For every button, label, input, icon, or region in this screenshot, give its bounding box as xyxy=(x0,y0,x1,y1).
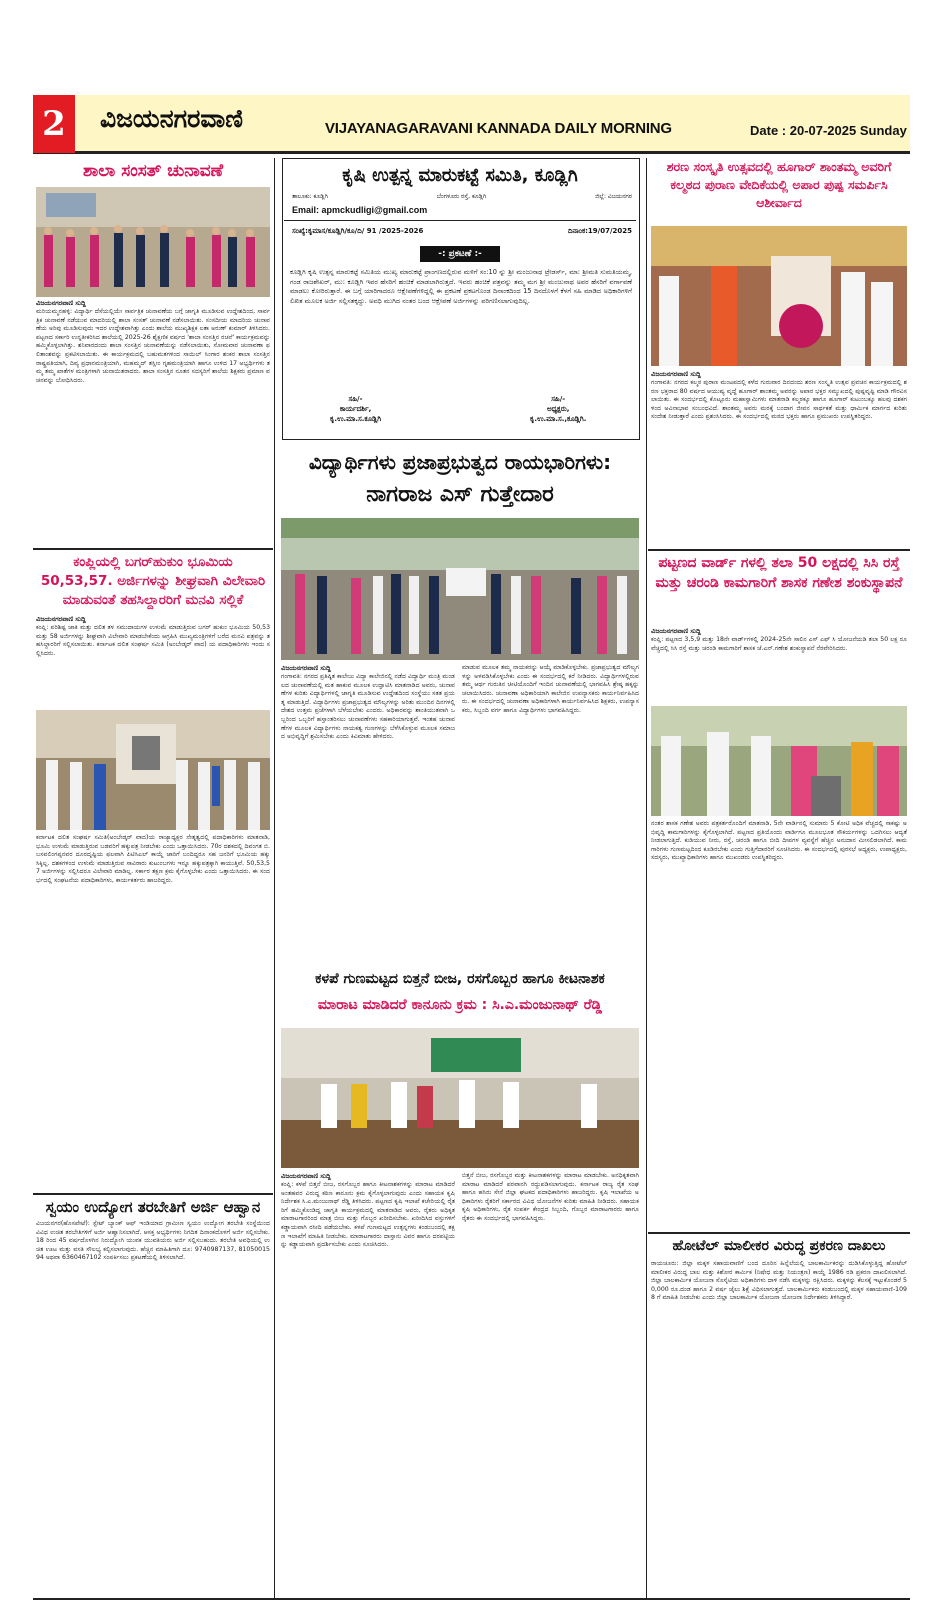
divider xyxy=(648,549,910,551)
headline-nagaraja: ನಾಗರಾಜ ಎಸ್ ಗುತ್ತೇದಾರ xyxy=(366,482,554,507)
issue-date: Date : 20-07-2025 Sunday xyxy=(750,123,907,138)
newspaper-title-kannada: ವಿಜಯನಗರವಾಣಿ xyxy=(100,104,243,133)
photo-agri-meeting xyxy=(281,1028,639,1168)
notice-address-row xyxy=(292,193,632,201)
story-body: ಬಿತ್ತನೆ ಬೀಜ, ರಸಗೊಬ್ಬರ ಮತ್ತು ಕೀಟನಾಶಕಗಳನ್ನು ಮಾರಾಟ ಮಾಡಬೇಕು. ಅನಧಿಕೃತವಾಗಿ ಮಾರಾಟ ಮಾಡಿದರೆ ಪರವಾನಗಿ ರದ್ದುಪಡಿಸಲಾಗುವುದು. ಕರ್ನಾಟಕ ರಾಜ್ಯ ರೈತ ಸಂಘ ಹಾಗೂ ಹಸಿರು ಸೇನೆ ಜಿಲ್ಲಾ ಘಟಕದ ಪದಾಧಿಕಾರಿಗಳು ಹಾಜರಿದ್ದರು. ಕೃಷಿ ಇಲಾಖೆಯ ಅಧಿಕಾರಿಗಳು ರೈತರಿಗೆ ಸರ್ಕಾರದ ವಿವಿಧ ಯೋಜನೆಗಳ ಕುರಿತು ಮಾಹಿತಿ ನೀಡಿದರು. ಸಹಾಯಕ ಕೃಷಿ ಅಧಿಕಾರಿಗಳು, ರೈತ ಸಂಪರ್ಕ ಕೇಂದ್ರದ ಸಿಬ್ಬಂದಿ, ಗೊಬ್ಬರ ಮಾರಾಟಗಾರರು ಹಾಗೂ ರೈತರು ಈ ಸಂದರ್ಭದಲ್ಲಿ ಭಾಗವಹಿಸಿದ್ದರು. xyxy=(462,1172,639,1222)
story-body: ಗಂಗಾವತಿ: ನಗರದ ಪ್ರತಿಷ್ಠಿತ ಕಾಲೇಜು ವಿದ್ಯಾ ಕಾಲೇಜಿನಲ್ಲಿ ನಡೆದ ವಿದ್ಯಾರ್ಥಿ ಮಂತ್ರಿ ಮಂಡಲದ ಚುನಾವಣೆಯಲ್ಲಿ ಮತ ಹಾಕುವ ಮೂಲಕ ಉದ್ಘಾಟಿಸಿ ಮಾತನಾಡಿದ ಅವರು, ಚುನಾವಣೆಗಳ ಕುರಿತು ವಿದ್ಯಾರ್ಥಿಗಳಲ್ಲಿ ಜಾಗೃತಿ ಮೂಡಿಸುವ ಉದ್ದೇಶದಿಂದ ಸಂಸ್ಥೆಯು ಸತತ ಪ್ರಯತ್ನ ಮಾಡುತ್ತಿದೆ. ವಿದ್ಯಾರ್ಥಿಗಳು ಪ್ರಜಾಪ್ರಭುತ್ವದ ಮೌಲ್ಯಗಳನ್ನು ಅರಿತು ಮುಂದಿನ ದಿನಗಳಲ್ಲಿ ದೇಶದ ಉತ್ತಮ ಪ್ರಜೆಗಳಾಗಿ ಬೆಳೆಯಬೇಕು ಎಂದರು. ಅಧಿಕಾರವನ್ನು ಶಾಂತಿಯುತವಾಗಿ ಒಬ್ಬರಿಂದ ಒಬ್ಬರಿಗೆ ಹಸ್ತಾಂತರಿಸಲು ಚುನಾವಣೆಗಳು ಸಹಕಾರಿಯಾಗುತ್ತವೆ. ಇಂತಹ ಚುನಾವಣೆಗಳ ಮೂಲಕ ವಿದ್ಯಾರ್ಥಿಗಳು ನಾಯಕತ್ವ ಗುಣಗಳನ್ನು ಬೆಳೆಸಿಕೊಳ್ಳುವ ಮೂಲಕ ಸಮಾಜದ ಅಭಿವೃದ್ಧಿಗೆ ಶ್ರಮಿಸಬೇಕು ಎಂದು ಕಿವಿಮಾತು ಹೇಳಿದರು. xyxy=(281,673,455,741)
story-body: ಮಾಡುವ ಮೂಲಕ ತಮ್ಮ ನಾಯಕರನ್ನು ಆಯ್ಕೆ ಮಾಡಿಕೊಳ್ಳಬೇಕು. ಪ್ರಜಾಪ್ರಭುತ್ವದ ಮೌಲ್ಯಗಳನ್ನು ಅಳವಡಿಸಿಕೊಳ್ಳಬೇಕು ಎಂದು ಈ ಸಂದರ್ಭದಲ್ಲಿ ಕರೆ ನೀಡಿದರು. ವಿದ್ಯಾರ್ಥಿಗಳಲ್ಲಿರುವ ತಮ್ಮ ಆರ್ಥ ಗುರುತಿನ ಚೀಟಿಯೊಂದಿಗೆ ಇಂದಿನ ಚುನಾವಣೆಯಲ್ಲಿ ಭಾಗವಹಿಸಿ ಶ್ರೇಷ್ಠ ಹಕ್ಕನ್ನು ಚಲಾಯಿಸಿದರು. ಚುನಾವಣಾ ಅಧಿಕಾರಿಯಾಗಿ ಕಾಲೇಜಿನ ಉಪನ್ಯಾಸಕರು ಕಾರ್ಯನಿರ್ವಹಿಸಿದರು. ಈ ಸಂದರ್ಭದಲ್ಲಿ ಚುನಾವಣಾ ಅಧಿಕಾರಿಗಳಾಗಿ ಕಾರ್ಯನಿರ್ವಹಿಸಿದ ಶಿಕ್ಷಕರು, ಉಪನ್ಯಾಸಕರು, ಸಿಬ್ಬಂದಿ ವರ್ಗ ಹಾಗೂ ವಿದ್ಯಾರ್ಥಿಗಳು ಭಾಗವಹಿಸಿದ್ದರು. xyxy=(462,664,639,714)
notice-taluk: ತಾಲೂಕು: ಕೂಡ್ಲಿಗಿ xyxy=(292,193,328,200)
photo-memorandum xyxy=(36,710,270,830)
divider xyxy=(648,1232,910,1234)
bottom-rule xyxy=(33,1598,910,1600)
story-body: ಕರ್ನಾಟಕ ದಲಿತ ಸಂಘರ್ಷ ಸಮಿತಿ(ಅಂಬೇಡ್ಕರ್ ವಾದ)ಯ ರಾಜ್ಯಾಧ್ಯಕ್ಷರ ನೇತೃತ್ವದಲ್ಲಿ ಪದಾಧಿಕಾರಿಗಳು ಮಾತನಾಡಿ, ಭೂಮಿ ಉಳುಮೆ ಮಾಡುತ್ತಿರುವ ಬಡವರಿಗೆ ಹಕ್ಕುಪತ್ರ ನೀಡಬೇಕು ಎಂದು ಒತ್ತಾಯಿಸಿದರು. 70ರ ದಶಕದಲ್ಲಿ ದಿವಂಗತ ಬಿ.ಬಸವಲಿಂಗಪ್ಪನವರ ದೂರದೃಷ್ಟಿಯ ಫಲವಾಗಿ ಪಿಟಿಸಿಎಲ್ ಕಾಯ್ದೆ ಜಾರಿಗೆ ಬಂದಿದ್ದರೂ ಸಹ ಜನರಿಗೆ ಭೂಮಿಯ ಹಕ್ಕು ಸಿಕ್ಕಿಲ್ಲ. ದಶಕಗಳಿಂದ ಉಳುಮೆ ಮಾಡುತ್ತಿರುವ ಸಾವಿರಾರು ಕುಟುಂಬಗಳು ಇನ್ನೂ ಹಕ್ಕುಪತ್ರಕ್ಕಾಗಿ ಕಾಯುತ್ತಿವೆ. 50,53,57 ಅರ್ಜಿಗಳನ್ನು ಸಲ್ಲಿಸಿದರೂ ವಿಲೇವಾರಿ ಮಾಡಿಲ್ಲ. ಸರ್ಕಾರ ತಕ್ಷಣ ಕ್ರಮ ಕೈಗೊಳ್ಳಬೇಕು ಎಂದು ಒತ್ತಾಯಿಸಿದರು. ಈ ಸಂದರ್ಭದಲ್ಲಿ ಸಂಘಟನೆಯ ಪದಾಧಿಕಾರಿಗಳು, ಕಾರ್ಯಕರ್ತರು ಹಾಜರಿದ್ದರು. xyxy=(36,834,270,884)
story-body: ರಾಯಚೂರು: ಜಿಲ್ಲಾ ಮಕ್ಕಳ ಸಹಾಯವಾಣಿಗೆ ಬಂದ ದೂರಿನ ಹಿನ್ನೆಲೆಯಲ್ಲಿ ಬಾಲಕಾರ್ಮಿಕರನ್ನು ದುಡಿಸಿಕೊಳ್ಳುತ್ತಿದ್ದ ಹೋಟೆಲ್ ಮಾಲೀಕರ ವಿರುದ್ಧ ಬಾಲ ಮತ್ತು ಕಿಶೋರ ಕಾರ್ಮಿಕ (ನಿಷೇಧ ಮತ್ತು ನಿಯಂತ್ರಣ) ಕಾಯ್ದೆ 1986 ರಡಿ ಪ್ರಕರಣ ದಾಖಲಿಸಲಾಗಿದೆ. ಜಿಲ್ಲಾ ಬಾಲಕಾರ್ಮಿಕ ಯೋಜನಾ ಸೊಸೈಟಿಯ ಅಧಿಕಾರಿಗಳು ದಾಳಿ ನಡೆಸಿ ಮಕ್ಕಳನ್ನು ರಕ್ಷಿಸಿದರು. ಮಕ್ಕಳನ್ನು ಕೆಲಸಕ್ಕೆ ಇಟ್ಟುಕೊಂಡರೆ 50,000 ರೂ.ದಂಡ ಹಾಗೂ 2 ವರ್ಷ ಜೈಲು ಶಿಕ್ಷೆ ವಿಧಿಸಲಾಗುತ್ತದೆ. ಬಾಲಕಾರ್ಮಿಕರು ಕಂಡುಬಂದಲ್ಲಿ ಮಕ್ಕಳ ಸಹಾಯವಾಣಿ-1098 ಗೆ ಮಾಹಿತಿ ನೀಡಬೇಕು ಎಂದು ಜಿಲ್ಲಾ ಬಾಲಕಾರ್ಮಿಕ ಯೋಜನಾ ಯೋಜನಾ ನಿರ್ದೇಶಕರು ತಿಳಿಸಿದ್ದಾರೆ. xyxy=(651,1260,907,1302)
byline: ವಿಜಯನಗರವಾಣಿ ಸುದ್ದಿ xyxy=(36,615,86,623)
story-body: ಗಂಗಾವತಿ: ನಗರದ ಕಲ್ಮಠ ಪುರಾಣ ಮಂಟಪದಲ್ಲಿ ಕಳೆದ ಗುರುವಾರ ದಿನದಂದು ಶರಣ ಸಂಸ್ಕೃತಿ ಉತ್ಸವ ಪ್ರವಚನ ಕಾರ್ಯಕ್ರಮದಲ್ಲಿ ಶರಣ ಭಕ್ತರಾದ 80 ವರ್ಷದ ಆಯುಷ್ಯ ವೃದ್ಧೆ ಹೂಗಾರ್ ಶಾಂತಮ್ಮ ಅವರನ್ನು ಅಪಾರ ಭಕ್ತರ ಸಮ್ಮುಖದಲ್ಲಿ ಪುಷ್ಪವೃಷ್ಟಿ ಮಾಡಿ ಗೌರವಿಸಲಾಯಿತು. ಈ ಸಂದರ್ಭದಲ್ಲಿ ಕೊಟ್ಟೂರು ಮಹಾಸ್ವಾಮಿಗಳು ಮಾತನಾಡಿ ಕಲ್ಮಠಕ್ಕೂ ಹಾಗೂ ಹೂಗಾರ್ ಕುಟುಂಬಕ್ಕೂ ಹಲವು ದಶಕಗಳಿಂದ ಅವಿನಾಭಾವ ಸಂಬಂಧವಿದೆ. ಶಾಂತಮ್ಮ ಅವರು ಮಠಕ್ಕೆ ಬಂದಾಗ ಜೀವನ ಸಾರ್ಥಕತೆ ಮತ್ತು ಧಾರ್ಮಿಕ ಮಾರ್ಗದ ಕುರಿತು ಸಂದೇಶ ನೀಡುತ್ತಾರೆ ಎಂದು ಪ್ರಶಂಸಿಸಿದರು. ಈ ಸಂದರ್ಭದಲ್ಲಿ ಮಠದ ಭಕ್ತರು ಹಾಗೂ ಪ್ರಮುಖರು ಉಪಸ್ಥಿತರಿದ್ದರು. xyxy=(651,379,907,421)
headline-students-democracy: ವಿದ್ಯಾರ್ಥಿಗಳು ಪ್ರಜಾಪ್ರಭುತ್ವದ ರಾಯಭಾರಿಗಳು: xyxy=(308,450,612,474)
byline: ವಿಜಯನಗರವಾಣಿ ಸುದ್ದಿ xyxy=(651,370,701,378)
byline: ವಿಜಯನಗರವಾಣಿ ಸುದ್ದಿ xyxy=(651,627,701,635)
photo-felicitation xyxy=(651,226,907,366)
headline-cc-road: ಪಟ್ಟಣದ ವಾರ್ಡ್ ಗಳಲ್ಲಿ ತಲಾ 50 ಲಕ್ಷದಲ್ಲಿ ಸಿಸಿ ರಸ್ತೆ ಮತ್ತು ಚರಂಡಿ ಕಾಮಗಾರಿಗೆ ಶಾಸಕ ಗಣೇಶ ಶಂಕುಸ್ಥಾಪನೆ xyxy=(655,555,903,591)
byline: ವಿಜಯನಗರವಾಣಿ ಸುದ್ದಿ xyxy=(281,1172,331,1180)
story-body: ವಿಜಯನಗರ(ಹೊಸಪೇಟೆ): ಸ್ಟೇಟ್ ಬ್ಯಾಂಕ್ ಆಫ್ ಇಂಡಿಯಾದ ಗ್ರಾಮೀಣ ಸ್ವಯಂ ಉದ್ಯೋಗ ತರಬೇತಿ ಸಂಸ್ಥೆಯಿಂದ ವಿವಿಧ ಉಚಿತ ತರಬೇತಿಗಳಿಗೆ ಅರ್ಜಿ ಆಹ್ವಾನಿಸಲಾಗಿದೆ. ಆಸಕ್ತ ಅಭ್ಯರ್ಥಿಗಳು ನಿಗದಿತ ದಿನಾಂಕದೊಳಗೆ ಅರ್ಜಿ ಸಲ್ಲಿಸಬೇಕು. 18 ರಿಂದ 45 ವರ್ಷದೊಳಗಿನ ನಿರುದ್ಯೋಗಿ ಯುವಕ ಯುವತಿಯರು ಅರ್ಜಿ ಸಲ್ಲಿಸಬಹುದು. ತರಬೇತಿ ಅವಧಿಯಲ್ಲಿ ಉಚಿತ ಊಟ ಮತ್ತು ವಸತಿ ಸೌಲಭ್ಯ ಕಲ್ಪಿಸಲಾಗುವುದು. ಹೆಚ್ಚಿನ ಮಾಹಿತಿಗಾಗಿ ದೂ: 9740987137, 8105001594 ಅಥವಾ 6360467102 ಸಂಪರ್ಕಿಸಲು ಪ್ರಕಟಣೆಯಲ್ಲಿ ತಿಳಿಸಲಾಗಿದೆ. xyxy=(36,1220,270,1262)
headline-bagar-hukum: ಕಂಪ್ಲಿಯಲ್ಲಿ ಬಗರ್‌ಹುಕುಂ ಭೂಮಿಯ 50,53,57. ಅರ್ಜಿಗಳನ್ನು ಶೀಘ್ರವಾಗಿ ವಿಲೇವಾರಿ ಮಾಡುವಂತೆ ತಹಸಿಲ್ದಾರರಿಗೆ ಮನವಿ ಸಲ್ಲಿಕೆ xyxy=(40,554,266,608)
notice-ref-no: ಸಂಖ್ಯೆ:ಕೃಮಾಸ/ಕೂಡ್ಲಿಗಿ/ಕೂ/ದಿ/ 91 /2025-2026 xyxy=(292,227,424,235)
story-body: ಕಂಪ್ಲಿ: ಪರಿಶಿಷ್ಟ ಜಾತಿ ಮತ್ತು ದಲಿತ ತಳ ಸಮುದಾಯಗಳ ಉಳುಮೆ ಮಾಡುತ್ತಿರುವ ಬಗರ್ ಹುಕುಂ ಭೂಮಿಯ 50,53 ಮತ್ತು 58 ಅರ್ಜಿಗಳನ್ನು ಶೀಘ್ರವಾಗಿ ವಿಲೇವಾರಿ ಮಾಡಬೇಕೆಂದು ಆಗ್ರಹಿಸಿ ಮುಖ್ಯಮಂತ್ರಿಗಳಿಗೆ ಬರೆದ ಮನವಿ ಪತ್ರವನ್ನು ತಹಸಿಲ್ದಾರರಿಗೆ ಸಲ್ಲಿಸಲಾಯಿತು. ಕರ್ನಾಟಕ ದಲಿತ ಸಂಘರ್ಷ ಸಮಿತಿ (ಅಂಬೇಡ್ಕರ್ ವಾದ) ಯ ಪದಾಧಿಕಾರಿಗಳು ಇಂದು ಸಲ್ಲಿಸಿದರು. xyxy=(36,624,270,657)
page-number: 2 xyxy=(33,95,75,153)
column-rule xyxy=(646,158,647,1598)
notice-road: ಬೆಂಗಳೂರು ರಸ್ತೆ, ಕೂಡ್ಲಿಗಿ xyxy=(436,193,487,200)
story-body: ಮರಿಯಮ್ಮನಹಳ್ಳಿ: ವಿದ್ಯಾರ್ಥಿ ದೆಸೆಯಲ್ಲಿಯೇ ಸಾರ್ವತ್ರಿಕ ಚುನಾವಣೆಯ ಬಗ್ಗೆ ಜಾಗೃತಿ ಮೂಡಿಸುವ ಉದ್ದೇಶದಿಂದ, ಸಾರ್ವತ್ರಿಕ ಚುನಾವಣೆ ನಡೆಯುವ ಮಾದರಿಯಲ್ಲಿ ಶಾಲಾ ಸಂಸತ್ ಚುನಾವಣೆ ನಡೆಸಲಾಯಿತು. ಸಂಸದೀಯ ಮಾದರಿಯ ಚುನಾವಣೆಯ ಅರಿವು ಮೂಡಿಸುವುದು ಇದರ ಉದ್ದೇಶವಾಗಿತ್ತು ಎಂದು ಶಾಲೆಯ ಮುಖ್ಯಶಿಕ್ಷಕ ಲತಾ ಅರುಣ್ ಕುಮಾರ್ ತಿಳಿಸಿದರು. ಪಟ್ಟಣದ ಸರ್ಕಾರಿ ಉನ್ನತೀಕರಿಸಿದ ಶಾಲೆಯಲ್ಲಿ 2025-26 ಶೈಕ್ಷಣಿಕ ವರ್ಷದ 'ಶಾಲಾ ಸಂಸತ್ತಿನ ರಚನೆ' ಕಾರ್ಯಕ್ರಮವನ್ನು ಹಮ್ಮಿಕೊಳ್ಳಲಾಗಿತ್ತು. ಶನಿವಾರದಂದು ಶಾಲಾ ಸಂಸತ್ತಿನ ಚುನಾವಣೆಯನ್ನು ನಡೆಸಲಾಯಿತು, ಸೋಮವಾರ ಚುನಾವಣಾ ಫಲಿತಾಂಶವನ್ನು ಪ್ರಕಟಿಸಲಾಯಿತು. ಈ ಕಾರ್ಯಕ್ರಮದಲ್ಲಿ ಬಹುಮತಗಳಿಂದ ಸಾಯಿಲ್ ಸಿಂಗಾರ ಶಂಕರ ಶಾಲಾ ಸಂಸತ್ತಿನ ರಾಷ್ಟ್ರಪತಿಯಾಗಿ, ದಿವ್ಯ ಪ್ರಧಾನಮಂತ್ರಿಯಾಗಿ, ಮಹಮ್ಮದ್ ತಸ್ಲೀಂ ಗೃಹಮಂತ್ರಿಯಾಗಿ ಹಾಗೂ ಉಳಿದ 17 ಅಭ್ಯರ್ಥಿಗಳು ತಮ್ಮ ತಮ್ಮ ಖಾತೆಗಳ ಮಂತ್ರಿಗಳಾಗಿ ಚುನಾಯಿತರಾದರು. ಶಾಲಾ ಸಂಸತ್ತಿನ ನೂತನ ಸದಸ್ಯರಿಗೆ ಶಾಲೆಯ ಶಿಕ್ಷಕರು ಪ್ರಮಾಣ ವಚನವನ್ನು ಬೋಧಿಸಿದರು. xyxy=(36,308,270,384)
headline-school-parliament: ಶಾಲಾ ಸಂಸತ್ ಚುನಾವಣೆ xyxy=(82,161,224,181)
byline: ವಿಜಯನಗರವಾಣಿ ಸುದ್ದಿ xyxy=(281,664,331,672)
divider xyxy=(284,220,636,221)
divider xyxy=(33,1193,273,1195)
story-body: ಕಂಪ್ಲಿ: ಪಟ್ಟಣದ 3,5,9 ಮತ್ತು 18ನೇ ವಾರ್ಡ್‌ಗಳಲ್ಲಿ 2024-25ನೇ ಸಾಲಿನ ಎಸ್ ಎಫ್ ಸಿ ಯೋಜನೆಯಡಿ ತಲಾ 50 ಲಕ್ಷ ರೂ ವೆಚ್ಚದಲ್ಲಿ ಸಿಸಿ ರಸ್ತೆ ಮತ್ತು ಚರಂಡಿ ಕಾಮಗಾರಿಗೆ ಶಾಸಕ ಜೆ.ಎನ್.ಗಣೇಶ ಶಂಕುಸ್ಥಾಪನೆ ನೆರವೇರಿಸಿದರು. xyxy=(651,636,907,652)
notice-signature-president: ಸಹಿ/- ಅಧ್ಯಕ್ಷರು, ಕೃ.ಉ.ಮಾ.ಸ.,ಕೂಡ್ಲಿಗಿ. xyxy=(530,395,587,423)
photo-school-parliament xyxy=(36,187,270,297)
divider xyxy=(33,548,273,550)
column-rule xyxy=(274,158,275,1598)
newspaper-title-english: VIJAYANAGARAVANI KANNADA DAILY MORNING xyxy=(325,120,672,137)
notice-heading: -: ಪ್ರಕಟಣೆ :- xyxy=(420,246,500,262)
headline-manjunath-reddy: ಮಾರಾಟ ಮಾಡಿದರೆ ಕಾನೂನು ಕ್ರಮ : ಸಿ.ಎ.ಮಂಜುನಾಥ್ ರೆಡ್ಡಿ xyxy=(317,997,603,1013)
story-body: ಕಂಪ್ಲಿ: ಕಳಪೆ ಬಿತ್ತನೆ ಬೀಜ, ರಸಗೊಬ್ಬರ ಹಾಗೂ ಕೀಟನಾಶಕಗಳನ್ನು ಮಾರಾಟ ಮಾಡಿದರೆ ಅಂತಹವರ ವಿರುದ್ಧ ಕಠಿಣ ಕಾನೂನು ಕ್ರಮ ಕೈಗೊಳ್ಳಲಾಗುವುದು ಎಂದು ಸಹಾಯಕ ಕೃಷಿ ನಿರ್ದೇಶಕ ಸಿ.ಎ.ಮಂಜುನಾಥ್ ರೆಡ್ಡಿ ತಿಳಿಸಿದರು. ಪಟ್ಟಣದ ಕೃಷಿ ಇಲಾಖೆ ಕಚೇರಿಯಲ್ಲಿ ರೈತರಿಗೆ ಹಮ್ಮಿಕೊಂಡಿದ್ದ ಜಾಗೃತಿ ಕಾರ್ಯಕ್ರಮದಲ್ಲಿ ಮಾತನಾಡಿದ ಅವರು, ರೈತರು ಅಧಿಕೃತ ಮಾರಾಟಗಾರರಿಂದ ಮಾತ್ರ ಬೀಜ ಮತ್ತು ಗೊಬ್ಬರ ಖರೀದಿಸಬೇಕು. ಖರೀದಿಸಿದ ವಸ್ತುಗಳಿಗೆ ಕಡ್ಡಾಯವಾಗಿ ರಸೀದಿ ಪಡೆಯಬೇಕು. ಕಳಪೆ ಗುಣಮಟ್ಟದ ಉತ್ಪನ್ನಗಳು ಕಂಡುಬಂದಲ್ಲಿ ತಕ್ಷಣ ಇಲಾಖೆಗೆ ಮಾಹಿತಿ ನೀಡಬೇಕು. ಮಾರಾಟಗಾರರು ದಾಸ್ತಾನು ವಿವರ ಹಾಗೂ ದರಪಟ್ಟಿಯನ್ನು ಕಡ್ಡಾಯವಾಗಿ ಪ್ರದರ್ಶಿಸಬೇಕು ಎಂದು ಸೂಚಿಸಿದರು. xyxy=(281,1181,455,1249)
notice-body: ಕೂಡ್ಲಿಗಿ ಕೃಷಿ ಉತ್ಪನ್ನ ಮಾರುಕಟ್ಟೆ ಸಮಿತಿಯ ಮುಖ್ಯ ಮಾರುಕಟ್ಟೆ ಪ್ರಾಂಗಣದಲ್ಲಿರುವ ಮಳಿಗೆ ಸಂ:10 ನ್ನು ಶ್ರೀ ಮಂಜುನಾಥ ಟ್ರೇಡರ್ಸ್, ಮಾ: ಶ್ರೀಮತಿ ಸುಮತಿಯಮ್ಮ, ಗಂಡ ರಾಜಶೇಖರ್, ಮು: ಕೂಡ್ಲಿಗಿ ಇವರ ಹೆಸರಿಗೆ ಹಂಚಿಕೆ ಮಾಡಲಾಗಿರುತ್ತದೆ. ಇವರು ಹಂಚಿಕೆ ಪತ್ರವನ್ನು ತಮ್ಮ ಮಗ ಶ್ರೀ ಮಂಜುನಾಥ ಅವರ ಹೆಸರಿಗೆ ವರ್ಗಾವಣೆ ಮಾಡಲು ಕೋರಿರುತ್ತಾರೆ. ಈ ಬಗ್ಗೆ ಯಾರಿಗಾದರೂ ಆಕ್ಷೇಪಣೆಗಳಿದ್ದಲ್ಲಿ ಈ ಪ್ರಕಟಣೆ ಪ್ರಕಟಗೊಂಡ ದಿನಾಂಕದಿಂದ 15 ದಿನದೊಳಗೆ ಕೆಳಗೆ ಸಹಿ ಮಾಡಿದ ಅಧಿಕಾರಿಗಳಿಗೆ ಲಿಖಿತ ಮೂಲಕ ಅರ್ಜಿ ಸಲ್ಲಿಸತಕ್ಕದ್ದು. ಅವಧಿ ಮುಗಿದ ನಂತರ ಬಂದ ಆಕ್ಷೇಪಣೆ ಅರ್ಜಿಗಳನ್ನು ಪರಿಗಣಿಸಲಾಗುವುದಿಲ್ಲ. xyxy=(290,268,632,305)
notice-ref-date: ದಿನಾಂಕ:19/07/2025 xyxy=(567,227,632,235)
notice-ref-row xyxy=(292,227,632,236)
byline: ವಿಜಯನಗರವಾಣಿ ಸುದ್ದಿ xyxy=(36,299,86,307)
notice-signature-secretary: ಸಹಿ/- ಕಾರ್ಯದರ್ಶಿ, ಕೃ.ಉ.ಮಾ.ಸ.ಕೂಡ್ಲಿಗಿ xyxy=(330,395,382,423)
headline-hotel-case: ಹೋಟೆಲ್ ಮಾಲೀಕರ ವಿರುದ್ಧ ಪ್ರಕರಣ ದಾಖಲು xyxy=(672,1238,886,1254)
photo-foundation-stone xyxy=(651,706,907,816)
headline-self-employment: ಸ್ವಯಂ ಉದ್ಯೋಗ ತರಬೇತಿಗೆ ಅರ್ಜಿ ಆಹ್ವಾನ xyxy=(45,1198,261,1216)
notice-email: Email: apmckudligi@gmail.com xyxy=(292,205,428,215)
headline-sharana-utsava: ಶರಣ ಸಂಸ್ಕೃತಿ ಉತ್ಸವದಲ್ಲಿ ಹೂಗಾರ್ ಶಾಂತಮ್ಮ ಅವರಿಗೆ ಕಲ್ಮಠದ ಪುರಾಣ ವೇದಿಕೆಯಲ್ಲಿ ಅಪಾರ ಪುಷ್ಪ ಸಮರ್ಪಿಸಿ ಆಶೀರ್ವಾದ xyxy=(666,159,892,210)
story-body: ನಂತರ ಶಾಸಕ ಗಣೇಶ ಅವರು ಪತ್ರಕರ್ತರೊಂದಿಗೆ ಮಾತನಾಡಿ, 5ನೇ ವಾರ್ಡಿನಲ್ಲಿ ಸುಮಾರು 5 ಕೋಟಿ ಅಧಿಕ ವೆಚ್ಚದಲ್ಲಿ ಸಾಕಷ್ಟು ಅಭಿವೃದ್ಧಿ ಕಾಮಗಾರಿಗಳನ್ನು ಕೈಗೊಳ್ಳಲಾಗಿದೆ. ಪಟ್ಟಣದ ಪ್ರತಿಯೊಂದು ವಾರ್ಡಿಗೂ ಮೂಲಭೂತ ಸೌಕರ್ಯಗಳನ್ನು ಒದಗಿಸಲು ಆದ್ಯತೆ ನೀಡಲಾಗುತ್ತಿದೆ. ಕುಡಿಯುವ ನೀರು, ರಸ್ತೆ, ಚರಂಡಿ ಹಾಗೂ ಬೀದಿ ದೀಪಗಳ ವ್ಯವಸ್ಥೆಗೆ ಹೆಚ್ಚಿನ ಅನುದಾನ ಮೀಸಲಿಡಲಾಗಿದೆ. ಕಾಮಗಾರಿಗಳು ಗುಣಮಟ್ಟದಿಂದ ಕೂಡಿರಬೇಕು ಎಂದು ಗುತ್ತಿಗೆದಾರರಿಗೆ ಸೂಚಿಸಿದರು. ಈ ಸಂದರ್ಭದಲ್ಲಿ ಪುರಸಭೆ ಅಧ್ಯಕ್ಷರು, ಉಪಾಧ್ಯಕ್ಷರು, ಸದಸ್ಯರು, ಮುಖ್ಯಾಧಿಕಾರಿಗಳು ಹಾಗೂ ಮುಖಂಡರು ಉಪಸ್ಥಿತರಿದ್ದರು. xyxy=(651,820,907,862)
notice-title: ಕೃಷಿ ಉತ್ಪನ್ನ ಮಾರುಕಟ್ಟೆ ಸಮಿತಿ, ಕೂಡ್ಲಿಗಿ xyxy=(342,165,578,186)
notice-district: ಜಿಲ್ಲೆ: ವಿಜಯನಗರ xyxy=(595,193,632,200)
photo-student-election xyxy=(281,518,639,660)
headline-seeds-fertilizer: ಕಳಪೆ ಗುಣಮಟ್ಟದ ಬಿತ್ತನೆ ಬೀಜ, ರಸಗೊಬ್ಬರ ಹಾಗೂ ಕೀಟನಾಶಕ xyxy=(315,971,605,987)
